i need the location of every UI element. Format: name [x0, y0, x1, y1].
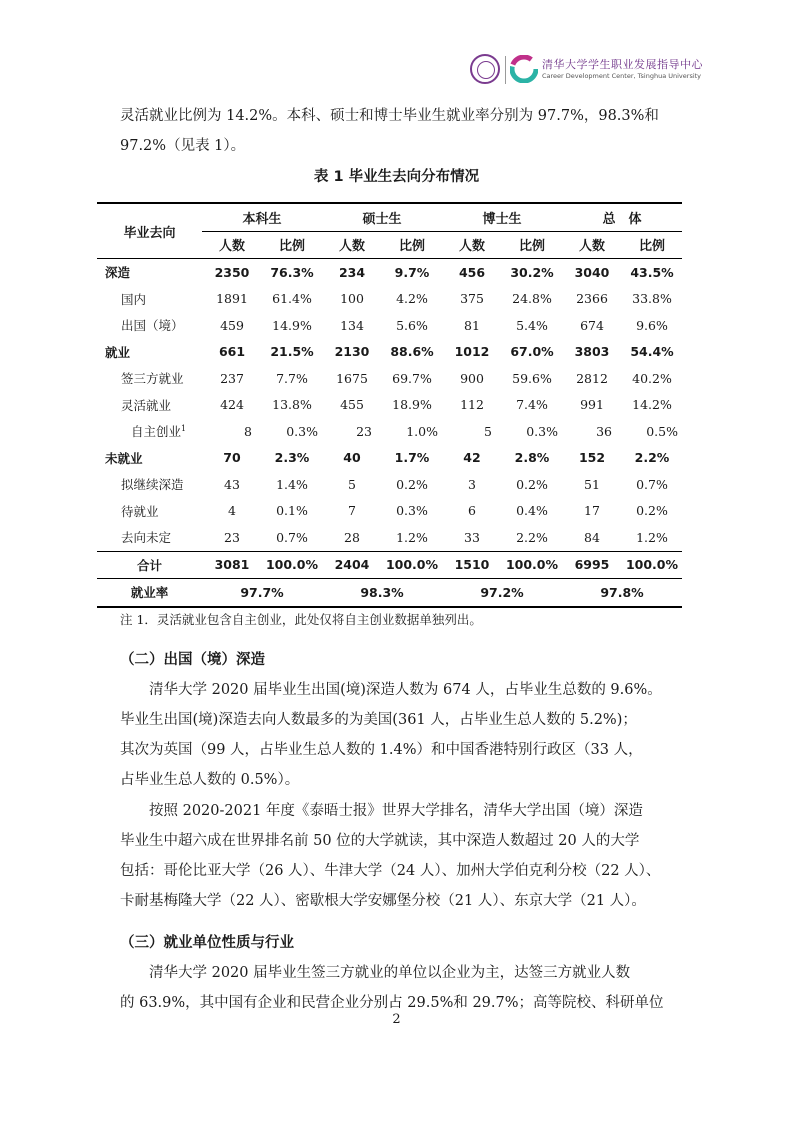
footnote-marker: 1 [181, 424, 187, 434]
ratio-cell: 18.9% [392, 397, 432, 413]
text-line: 包括：哥伦比亚大学（26 人）、牛津大学（24 人）、加州大学伯克利分校（22 人）、 [120, 863, 661, 879]
table-row [97, 445, 682, 472]
logo-english-name: Career Development Center, Tsinghua University [542, 72, 702, 80]
count-cell: 234 [338, 264, 366, 280]
row-label-text: 拟继续深造 [121, 477, 184, 493]
row-label [97, 392, 202, 419]
count-cell: 23 [224, 529, 240, 545]
group-header-total: 总 体 [562, 203, 682, 231]
ratio-cell: 1.2% [636, 529, 668, 545]
section-heading-employer: （三）就业单位性质与行业 [120, 935, 294, 951]
group-header-doctor: 博士生 [442, 203, 562, 231]
count-cell: 23 [356, 423, 372, 439]
ratio-cell: 0.3% [526, 423, 558, 439]
row-label-text: 出国（境） [121, 318, 184, 334]
ratio-cell: 2.2% [634, 450, 670, 466]
page-number: 2 [392, 1012, 401, 1027]
row-label [97, 286, 202, 313]
ratio-cell: 21.5% [270, 344, 314, 360]
count-cell: 661 [218, 344, 246, 360]
row-label-text: 国内 [121, 291, 147, 307]
ratio-cell: 14.2% [632, 397, 672, 413]
ratio-cell: 67.0% [510, 344, 554, 360]
overseas-paragraph-2 [120, 796, 673, 916]
section-heading-overseas: （二）出国（境）深造 [120, 652, 265, 668]
count-cell: 2350 [214, 264, 250, 280]
row-label [97, 365, 202, 392]
sub-header-count: 人数 [202, 231, 262, 259]
count-cell: 70 [223, 450, 241, 466]
text-line: 的 63.9%，其中国有企业和民营企业分别占 29.5%和 29.7%；高等院校、科研单位 [120, 995, 664, 1011]
count-cell: 455 [340, 397, 364, 413]
table-row [97, 339, 682, 366]
rate-cell: 97.7% [202, 579, 322, 607]
sub-header-count: 人数 [322, 231, 382, 259]
row-label-text: 去向未定 [121, 530, 172, 546]
ratio-cell: 100.0% [262, 551, 322, 579]
count-cell: 152 [578, 450, 606, 466]
employment-rate-row [97, 579, 682, 607]
row-label-text: 合计 [136, 557, 162, 573]
row-label-text: 自主创业 [131, 424, 182, 440]
count-cell: 17 [584, 503, 600, 519]
sub-header-ratio: 比例 [622, 231, 682, 259]
logo-chinese-name: 清华大学学生职业发展指导中心 [542, 58, 703, 71]
table-row [97, 312, 682, 339]
ratio-cell: 9.6% [636, 317, 668, 333]
count-cell: 459 [220, 317, 244, 333]
ratio-cell: 5.4% [516, 317, 548, 333]
count-cell: 5 [348, 476, 356, 492]
count-cell: 84 [584, 529, 600, 545]
table-row [97, 392, 682, 419]
row-label [97, 418, 202, 445]
header-logo [470, 52, 703, 88]
table-footnote: 注 1．灵活就业包含自主创业，此处仅将自主创业数据单独列出。 [120, 612, 482, 627]
group-header-master: 硕士生 [322, 203, 442, 231]
ratio-cell: 76.3% [270, 264, 314, 280]
rate-cell: 98.3% [322, 579, 442, 607]
ratio-cell: 69.7% [392, 370, 432, 386]
ratio-cell: 1.7% [394, 450, 430, 466]
count-cell: 134 [340, 317, 364, 333]
ratio-cell: 1.0% [406, 423, 438, 439]
ratio-cell: 0.3% [396, 503, 428, 519]
count-cell: 4 [228, 503, 236, 519]
row-label-text: 签三方就业 [121, 371, 184, 387]
table-row [97, 418, 682, 445]
table-row [97, 551, 682, 579]
row-label [97, 471, 202, 498]
count-cell: 2404 [322, 551, 382, 579]
count-cell: 456 [458, 264, 486, 280]
row-label [97, 339, 202, 366]
table-row [97, 524, 682, 551]
count-cell: 1675 [336, 370, 368, 386]
ratio-cell: 24.8% [512, 291, 552, 307]
count-cell: 100 [340, 291, 364, 307]
university-seal-icon [470, 54, 500, 84]
ratio-cell: 4.2% [396, 291, 428, 307]
row-label [97, 445, 202, 472]
ratio-cell: 1.2% [396, 529, 428, 545]
ratio-cell: 0.2% [636, 503, 668, 519]
count-cell: 33 [464, 529, 480, 545]
ratio-cell: 100.0% [622, 551, 682, 579]
count-cell: 3040 [574, 264, 610, 280]
ratio-cell: 7.4% [516, 397, 548, 413]
ratio-cell: 54.4% [630, 344, 674, 360]
sub-header-count: 人数 [442, 231, 502, 259]
text-line: 毕业生中超六成在世界排名前 50 位的大学就读，其中深造人数超过 20 人的大学 [120, 833, 640, 849]
ratio-cell: 0.2% [396, 476, 428, 492]
count-cell: 1510 [442, 551, 502, 579]
overseas-paragraph-1 [120, 675, 673, 795]
ratio-cell: 59.6% [512, 370, 552, 386]
count-cell: 51 [584, 476, 600, 492]
count-cell: 2366 [576, 291, 608, 307]
text-line: 毕业生出国(境)深造去向人数最多的为美国(361 人，占毕业生总人数的 5.2%)； [120, 712, 637, 728]
row-header: 毕业去向 [97, 203, 202, 259]
ratio-cell: 0.4% [516, 503, 548, 519]
ratio-cell: 14.9% [272, 317, 312, 333]
table-row [97, 471, 682, 498]
count-cell: 7 [348, 503, 356, 519]
count-cell: 3803 [574, 344, 610, 360]
count-cell: 2812 [576, 370, 608, 386]
count-cell: 3 [468, 476, 476, 492]
career-center-logo-icon [510, 55, 538, 83]
text-line: 其次为英国（99 人，占毕业生总人数的 1.4%）和中国香港特别行政区（33 人， [120, 742, 643, 758]
ratio-cell: 0.3% [286, 423, 318, 439]
logo-divider [505, 56, 506, 84]
count-cell: 900 [460, 370, 484, 386]
count-cell: 42 [463, 450, 481, 466]
count-cell: 112 [460, 397, 484, 413]
sub-header-count: 人数 [562, 231, 622, 259]
ratio-cell: 43.5% [630, 264, 674, 280]
row-label [97, 524, 202, 551]
ratio-cell: 7.7% [276, 370, 308, 386]
ratio-cell: 2.2% [516, 529, 548, 545]
text-line: 占毕业生总人数的 0.5%）。 [120, 772, 300, 788]
ratio-cell: 88.6% [390, 344, 434, 360]
row-label [97, 498, 202, 525]
ratio-cell: 0.7% [276, 529, 308, 545]
group-header-undergrad: 本科生 [202, 203, 322, 231]
count-cell: 6995 [562, 551, 622, 579]
ratio-cell: 0.7% [636, 476, 668, 492]
ratio-cell: 1.4% [276, 476, 308, 492]
count-cell: 3081 [202, 551, 262, 579]
count-cell: 6 [468, 503, 476, 519]
text-line: 97.2%（见表 1）。 [120, 138, 246, 154]
ratio-cell: 5.6% [396, 317, 428, 333]
sub-header-ratio: 比例 [502, 231, 562, 259]
text-line: 灵活就业比例为 14.2%。本科、硕士和博士毕业生就业率分别为 97.7%，98.3%和 [120, 108, 659, 124]
count-cell: 36 [596, 423, 612, 439]
row-label-text: 未就业 [105, 450, 143, 466]
row-label-text: 深造 [105, 265, 131, 281]
employer-paragraph [120, 958, 673, 1018]
ratio-cell: 0.1% [276, 503, 308, 519]
ratio-cell: 0.2% [516, 476, 548, 492]
count-cell: 991 [580, 397, 604, 413]
text-line: 清华大学 2020 届毕业生签三方就业的单位以企业为主，达签三方就业人数 [149, 965, 631, 981]
table-row [97, 498, 682, 525]
ratio-cell: 13.8% [272, 397, 312, 413]
sub-header-ratio: 比例 [262, 231, 322, 259]
count-cell: 674 [580, 317, 604, 333]
count-cell: 40 [343, 450, 361, 466]
row-label [97, 259, 202, 286]
sub-header-ratio: 比例 [382, 231, 442, 259]
count-cell: 1891 [216, 291, 248, 307]
row-label [97, 312, 202, 339]
ratio-cell: 2.3% [274, 450, 310, 466]
count-cell: 8 [244, 423, 252, 439]
text-line: 卡耐基梅隆大学（22 人）、密歇根大学安娜堡分校（21 人）、东京大学（21 人）。 [120, 893, 646, 909]
count-cell: 43 [224, 476, 240, 492]
ratio-cell: 33.8% [632, 291, 672, 307]
ratio-cell: 100.0% [502, 551, 562, 579]
count-cell: 81 [464, 317, 480, 333]
text-line: 清华大学 2020 届毕业生出国(境)深造人数为 674 人，占毕业生总数的 9.6%。 [149, 682, 662, 698]
row-label-text: 就业 [105, 344, 131, 360]
row-label: 就业率 [97, 579, 202, 607]
row-label-text: 灵活就业 [121, 397, 172, 413]
ratio-cell: 61.4% [272, 291, 312, 307]
table-row [97, 365, 682, 392]
count-cell: 237 [220, 370, 244, 386]
table-row [97, 259, 682, 286]
ratio-cell: 0.5% [646, 423, 678, 439]
intro-paragraph [120, 101, 673, 161]
count-cell: 28 [344, 529, 360, 545]
row-label [97, 551, 202, 579]
text-line: 按照 2020-2021 年度《泰晤士报》世界大学排名，清华大学出国（境）深造 [149, 803, 643, 819]
count-cell: 375 [460, 291, 484, 307]
count-cell: 5 [484, 423, 492, 439]
ratio-cell: 40.2% [632, 370, 672, 386]
row-label-text: 待就业 [121, 503, 159, 519]
count-cell: 2130 [334, 344, 370, 360]
count-cell: 424 [220, 397, 244, 413]
rate-cell: 97.2% [442, 579, 562, 607]
destination-table [97, 202, 682, 608]
count-cell: 1012 [454, 344, 490, 360]
ratio-cell: 2.8% [514, 450, 550, 466]
ratio-cell: 9.7% [394, 264, 430, 280]
rate-cell: 97.8% [562, 579, 682, 607]
table-row [97, 286, 682, 313]
table-caption: 表 1 毕业生去向分布情况 [313, 169, 480, 185]
ratio-cell: 100.0% [382, 551, 442, 579]
ratio-cell: 30.2% [510, 264, 554, 280]
